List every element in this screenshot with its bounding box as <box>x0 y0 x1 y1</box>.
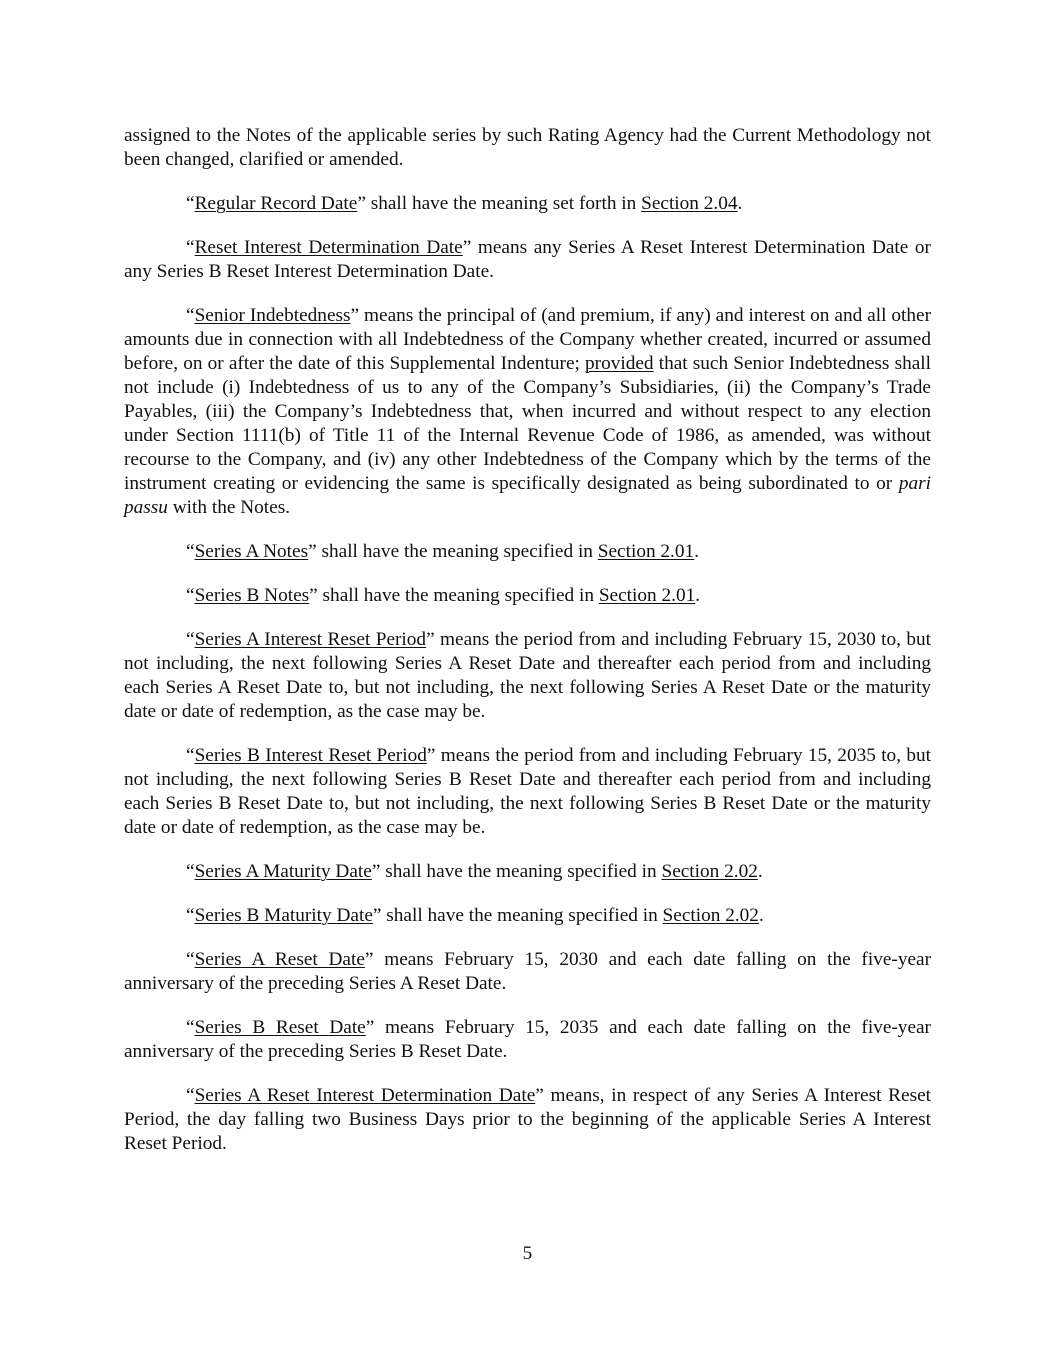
document-page <box>124 124 931 1176</box>
definition-text: ” shall have the meaning specified in <box>371 861 662 882</box>
definition-text: ” means any Series A Reset Interest Determination Date or any Series B Reset Interest Determination Date. <box>124 237 931 282</box>
definition-text-continued: that such Senior Indebtedness shall not include (i) Indebtedness of us to any of the Company’s Subsidiaries, (ii) the Company’s Trade Payables, (iii) the Company’s Indebtedness that, when incurred and without respect to any election under Section 1111(b) of Title 11 of the Internal Revenue Code of 1986, as amended, was without recourse to the Company, and (iv) any other Indebtedness of the Company which by the terms of the instrument creating or evidencing the same is specifically designated as being subordinated to or <box>124 353 931 494</box>
defined-term: Series B Interest Reset Period <box>194 745 427 766</box>
defined-term: Series A Maturity Date <box>194 861 372 882</box>
section-reference: Section 2.01 <box>597 541 695 562</box>
defined-term: Regular Record Date <box>194 193 358 214</box>
defined-term: Series A Reset Date <box>194 949 365 970</box>
definition-text: ” shall have the meaning specified in <box>309 585 599 606</box>
defined-term: Series B Reset Date <box>194 1017 366 1038</box>
definition-series-a-interest-reset-period: “Series A Interest Reset Period” means the period from and including February 15, 2030 to, but not including, the next following Series A Reset Date and thereafter each period from and including each Series A Reset Date to, but not including, the next following Series A Reset Date or the maturity date or date of redemption, as the case may be. <box>124 629 931 722</box>
definition-end: . <box>737 193 743 214</box>
defined-term: Series A Notes <box>194 541 309 562</box>
definition-end: . <box>695 585 701 606</box>
section-reference: Section 2.01 <box>598 585 696 606</box>
defined-term: Series A Reset Interest Determination Date <box>194 1085 536 1106</box>
definition-end: . <box>757 861 763 882</box>
definition-series-a-notes: “Series A Notes” shall have the meaning specified in Section 2.01. <box>186 541 699 562</box>
definition-text: ” means, in respect of any Series A Interest Reset Period, the day falling two Business Days prior to the beginning of the applicable Series A Interest Reset Period. <box>124 1085 931 1154</box>
definition-text: ” means February 15, 2030 and each date falling on the five-year anniversary of the preceding Series A Reset Date. <box>124 949 931 994</box>
definition-series-b-interest-reset-period: “Series B Interest Reset Period” means the period from and including February 15, 2035 to, but not including, the next following Series B Reset Date and thereafter each period from and including each Series B Reset Date to, but not including, the next following Series B Reset Date or the maturity date or date of redemption, as the case may be. <box>124 745 931 838</box>
definition-text: ” means the period from and including February 15, 2030 to, but not including, the next following Series A Reset Date and thereafter each period from and including each Series A Reset Date to, but not including, the next following Series A Reset Date or the maturity date or date of redemption, as the case may be. <box>124 629 931 722</box>
italic-term: pari passu <box>124 473 931 518</box>
definition-series-a-reset-interest-determination-date: “Series A Reset Interest Determination Date” means, in respect of any Series A Interest Reset Period, the day falling two Business Days prior to the beginning of the applicable Series A Interest Reset Period. <box>124 1085 931 1154</box>
definition-series-b-maturity-date: “Series B Maturity Date” shall have the meaning specified in Section 2.02. <box>186 905 764 926</box>
paragraph-text: assigned to the Notes of the applicable series by such Rating Agency had the Current Methodology not been changed, clarified or amended. <box>124 125 931 170</box>
definition-senior-indebtedness: “Senior Indebtedness” means the principal of (and premium, if any) and interest on and all other amounts due in connection with all Indebtedness of the Company whether created, incurred or assumed before, on or after the date of this Supplemental Indenture; provided that such Senior Indebtedness shall not include (i) Indebtedness of us to any of the Company’s Subsidiaries, (ii) the Company’s Trade Payables, (iii) the Company’s Indebtedness that, when incurred and without respect to any election under Section 1111(b) of Title 11 of the Internal Revenue Code of 1986, as amended, was without recourse to the Company, and (iv) any other Indebtedness of the Company which by the terms of the instrument creating or evidencing the same is specifically designated as being subordinated to or pari passu with the Notes. <box>124 305 931 518</box>
defined-term: Senior Indebtedness <box>194 305 351 326</box>
provided-term: provided <box>585 353 654 374</box>
paragraph-continuation <box>124 124 931 172</box>
definition-text-end: with the Notes. <box>167 497 291 518</box>
definition-text: ” means the period from and including February 15, 2035 to, but not including, the next following Series B Reset Date and thereafter each period from and including each Series B Reset Date to, but not including, the next following Series B Reset Date or the maturity date or date of redemption, as the case may be. <box>124 745 931 838</box>
definition-text: ” means the principal of (and premium, if any) and interest on and all other amounts due in connection with all Indebtedness of the Company whether created, incurred or assumed before, on or after the date of this Supplemental Indenture; <box>124 305 931 374</box>
definition-text: ” shall have the meaning set forth in <box>357 193 642 214</box>
definition-series-b-reset-date: “Series B Reset Date” means February 15, 2035 and each date falling on the five-year anniversary of the preceding Series B Reset Date. <box>124 1017 931 1062</box>
defined-term: Series B Notes <box>194 585 310 606</box>
section-reference: Section 2.04 <box>641 193 738 214</box>
section-reference: Section 2.02 <box>661 861 758 882</box>
definition-end: . <box>758 905 764 926</box>
defined-term: Reset Interest Determination Date <box>194 237 463 258</box>
definition-regular-record-date: “Regular Record Date” shall have the meaning set forth in Section 2.04. <box>186 193 743 214</box>
defined-term: Series B Maturity Date <box>194 905 373 926</box>
definition-end: . <box>694 541 699 562</box>
section-reference: Section 2.02 <box>662 905 759 926</box>
definition-series-a-reset-date: “Series A Reset Date” means February 15, 2030 and each date falling on the five-year anniversary of the preceding Series A Reset Date. <box>124 949 931 994</box>
definition-text: ” means February 15, 2035 and each date falling on the five-year anniversary of the preceding Series B Reset Date. <box>124 1017 931 1062</box>
page-number: 5 <box>522 1243 533 1264</box>
definition-series-a-maturity-date: “Series A Maturity Date” shall have the meaning specified in Section 2.02. <box>186 861 763 882</box>
definition-text: ” shall have the meaning specified in <box>372 905 663 926</box>
defined-term: Series A Interest Reset Period <box>194 629 427 650</box>
definition-text: ” shall have the meaning specified in <box>308 541 598 562</box>
definition-reset-interest-determination-date: “Reset Interest Determination Date” means any Series A Reset Interest Determination Date or any Series B Reset Interest Determination Date. <box>124 237 931 282</box>
definition-series-b-notes: “Series B Notes” shall have the meaning specified in Section 2.01. <box>186 585 701 606</box>
